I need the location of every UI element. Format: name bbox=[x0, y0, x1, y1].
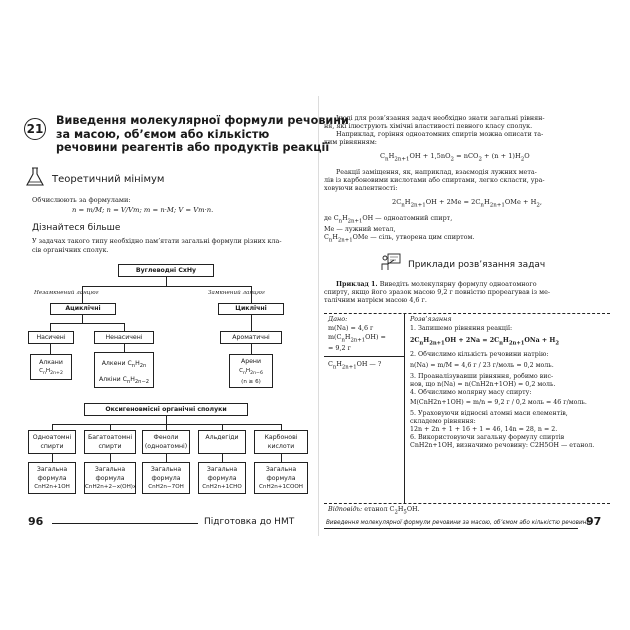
class-formula: CnH2n+1OH bbox=[34, 484, 70, 490]
general-label: формула bbox=[95, 474, 125, 482]
connector bbox=[124, 323, 125, 331]
general-label: Загальна bbox=[94, 466, 126, 473]
class-name: Одноатомні bbox=[32, 434, 72, 441]
saturated-box: Насичені bbox=[28, 331, 74, 344]
paragraph-line: лів із карбоновими кислотами або спиртами, легко скласти, ура- bbox=[324, 176, 545, 185]
footer-right: Виведення молекулярної формули речовини за масою, об’ємом або кількістю речовини bbox=[326, 520, 591, 526]
alkanes-box bbox=[30, 354, 72, 380]
connector bbox=[166, 416, 167, 424]
definition-alcohol: де $C_nH_{2n+1}OH$ — одноатомний спирт, bbox=[324, 214, 453, 225]
formula-text: n = m/M; n = V/Vm; m = n·M; V = Vm·n. bbox=[72, 206, 214, 214]
arenes-condition: (n ≥ 6) bbox=[241, 379, 261, 386]
oxygen-compounds-box: Оксигеновмісні органічні сполуки bbox=[84, 403, 248, 416]
example-line: талічним натрієм масою 4,6 г. bbox=[324, 296, 427, 305]
closed-chain-label: Замкнений ланцюг bbox=[208, 290, 265, 296]
solution-step: 6. Використовуючи загальну формулу спиртів bbox=[410, 434, 565, 442]
connector bbox=[251, 344, 252, 354]
example-line: Приклад 1. Виведіть молекулярну формулу одноатомного bbox=[336, 280, 537, 288]
class-name: кислоти bbox=[267, 442, 295, 450]
connector bbox=[82, 286, 251, 287]
class-name: Карбонові bbox=[264, 434, 298, 441]
paragraph-line: Реакції заміщення, як, наприклад, взаємодія лужних мета- bbox=[336, 168, 537, 176]
title-line: Виведення молекулярної формули речовини bbox=[56, 114, 349, 127]
connector bbox=[110, 454, 111, 462]
aromatic-box: Ароматичні bbox=[220, 331, 282, 344]
lesson-title bbox=[56, 114, 349, 155]
unsaturated-box: Ненасичені bbox=[94, 331, 154, 344]
given-mass-na: m(Na) = 4,6 г bbox=[328, 324, 374, 332]
general-label: формула bbox=[207, 474, 237, 482]
class-formula: CnH2n+1CHO bbox=[202, 484, 242, 490]
solution-reaction: $2C_nH_{2n+1}OH + 2Na = 2C_nH_{2n+1}ONa + H_2$ bbox=[410, 337, 559, 347]
arenes-label: Арени bbox=[240, 358, 262, 365]
alkanes-formula: $C_nH_{2n+2}$ bbox=[39, 368, 63, 377]
general-label: Загальна bbox=[36, 466, 68, 473]
solution-step: 1. Запишемо рівняння реакції: bbox=[410, 325, 513, 332]
given-mass-alcohol-value: = 9,2 г bbox=[328, 344, 351, 353]
given-label: Дано: bbox=[328, 315, 348, 323]
connector bbox=[52, 424, 282, 425]
solution-step: M(CnH2n+1OH) = m/n = 9,2 г / 0,2 моль = 46 г/моль. bbox=[410, 398, 587, 406]
table-top-rule bbox=[324, 313, 610, 315]
general-label: Загальна bbox=[206, 466, 238, 473]
hydrocarbons-box: Вуглеводні CxHy bbox=[118, 264, 214, 277]
intro-line: сів органічних сполук. bbox=[32, 246, 109, 254]
general-formula-box bbox=[142, 462, 190, 494]
answer: Відповідь: етанол $C_2H_5OH$. bbox=[328, 505, 420, 516]
oxygen-class-box bbox=[198, 430, 246, 454]
teacher-icon bbox=[380, 252, 402, 272]
connector bbox=[166, 277, 167, 286]
intro-paragraph bbox=[324, 114, 610, 146]
footer-rule bbox=[52, 523, 198, 524]
oxygen-class-box bbox=[84, 430, 136, 454]
solution-label: Розв’язання bbox=[410, 315, 452, 323]
alkenes-alkynes-box bbox=[94, 352, 154, 388]
intro-text bbox=[32, 237, 282, 255]
paragraph-line: ня, які ілюструють хімічні властивості певного класу сполук. bbox=[324, 122, 533, 131]
cyclic-box: Циклічні bbox=[218, 303, 284, 315]
title-line: речовини реагентів або продуктів реакції bbox=[56, 141, 330, 154]
find-value: $C_nH_{2n+1}OH$ — ? bbox=[328, 360, 382, 371]
solution-step: 3. Проаналізувавши рівняння, робимо вис- bbox=[410, 372, 554, 380]
definition-metal: Me — лужний метал, bbox=[324, 225, 396, 234]
connector bbox=[52, 454, 53, 462]
section-minimum: Теоретичний мінімум bbox=[52, 174, 165, 185]
class-name: спирти bbox=[98, 442, 122, 450]
definition-salt: $C_nH_{2n+1}OMe$ — сіль, утворена цим спиртом. bbox=[324, 233, 475, 244]
given-values bbox=[328, 324, 386, 353]
connector bbox=[50, 344, 51, 354]
substitution-equation: $2C_nH_{2n+1}OH + 2Me = 2C_nH_{2n+1}OMe + H_2$, bbox=[392, 198, 543, 209]
paragraph-line: Наприклад, горіння одноатомних спиртів можна описати та- bbox=[336, 130, 544, 139]
page-number-right: 97 bbox=[586, 515, 602, 528]
arenes-box bbox=[229, 354, 273, 388]
alkenes-label: Алкени $C_nH_{2n}$ bbox=[101, 360, 147, 370]
class-name: Альдегіди bbox=[205, 434, 239, 441]
alkynes-label: Алкіни $C_nH_{2n-2}$ bbox=[98, 376, 150, 386]
solution-step: 12n + 2n + 1 + 16 + 1 = 46, 14n = 28, n = 2. bbox=[410, 426, 558, 434]
section-more: Дізнайтеся більше bbox=[32, 223, 121, 233]
class-name: спирти bbox=[40, 442, 64, 450]
general-label: формула bbox=[37, 474, 67, 482]
paragraph-line: ким рівнянням: bbox=[324, 138, 377, 147]
lesson-number-badge: 21 bbox=[24, 118, 46, 140]
title-line: за масою, об’ємом або кількістю bbox=[56, 127, 270, 141]
general-label: формула bbox=[151, 474, 181, 482]
page-number-left: 96 bbox=[28, 515, 44, 528]
example-statement bbox=[324, 280, 610, 304]
flask-icon bbox=[24, 166, 46, 188]
solution-step: CnH2n+1OH, визначимо речовину: C2H5OH — етанол. bbox=[410, 442, 595, 450]
solution-step: 5. Ураховуючи відносні атомні маси елементів, bbox=[410, 410, 568, 417]
arenes-formula: $C_nH_{2n-6}$ bbox=[239, 367, 263, 376]
table-divider bbox=[404, 313, 405, 503]
connector bbox=[251, 315, 252, 331]
open-chain-label: Незамкнений ланцюг bbox=[34, 290, 99, 296]
general-formula-box bbox=[84, 462, 136, 494]
footer-rule bbox=[324, 528, 578, 529]
class-name: Феноли bbox=[153, 434, 179, 441]
solution-step: 2. Обчислимо кількість речовини натрію: bbox=[410, 351, 549, 359]
connector bbox=[82, 315, 83, 323]
given-mass-alcohol: $m(C_nH_{2n+1}OH)$ = bbox=[328, 332, 386, 343]
intro-line: У задачах такого типу необхідно пам’ятати загальні формули різних кла- bbox=[32, 237, 282, 245]
paragraph-line: Іноді для розв’язання задач необхідно знати загальні рівнян- bbox=[336, 114, 545, 122]
connector bbox=[281, 454, 282, 462]
solution-step: нов, що n(Na) = n(CnH2n+1OH) = 0,2 моль. bbox=[410, 380, 556, 388]
general-formula-box bbox=[254, 462, 308, 494]
solution-step: 4. Обчислимо молярну масу спирту: bbox=[410, 388, 532, 396]
given-rule bbox=[324, 356, 404, 357]
oxygen-class-box bbox=[28, 430, 76, 454]
section-examples: Приклади розв’язання задач bbox=[408, 260, 546, 270]
substitution-paragraph bbox=[324, 168, 610, 192]
solution-step: складемо рівняння: bbox=[410, 418, 476, 426]
class-formula: CnH2n−7OH bbox=[148, 484, 184, 490]
paragraph-line: ховуючи валентності: bbox=[324, 184, 398, 193]
right-page bbox=[324, 100, 610, 535]
oxygen-class-box bbox=[254, 430, 308, 454]
general-label: Загальна bbox=[150, 466, 182, 473]
definitions bbox=[324, 214, 475, 245]
solution-step: n(Na) = m/M = 4,6 г / 23 г/моль = 0,2 моль. bbox=[410, 361, 554, 369]
general-label: Загальна bbox=[265, 466, 297, 473]
recall-text: Обчислюють за формулами: bbox=[32, 196, 131, 204]
general-formula-box bbox=[198, 462, 246, 494]
formulas bbox=[72, 206, 213, 214]
acyclic-box: Ациклічні bbox=[50, 303, 116, 315]
combustion-equation: $C_nH_{2n+1}OH + 1,5nO_2 = nCO_2 + (n + 1)H_2O$ bbox=[380, 152, 530, 163]
class-name: Багатоатомні bbox=[87, 434, 133, 441]
class-formula: CnH2n+1COOH bbox=[259, 484, 303, 490]
alkanes-label: Алкани bbox=[39, 359, 63, 366]
connector bbox=[50, 323, 124, 324]
solution-steps bbox=[410, 325, 594, 450]
footer-left: Підготовка до НМТ bbox=[204, 517, 295, 527]
general-formula-box bbox=[28, 462, 76, 494]
class-name: (одноатомні) bbox=[144, 442, 188, 450]
connector bbox=[222, 454, 223, 462]
oxygen-class-box bbox=[142, 430, 190, 454]
gutter bbox=[318, 96, 319, 536]
general-label: формула bbox=[266, 474, 296, 482]
example-line: спирту, якщо його зразок масою 9,2 г повністю прореагував із ме- bbox=[324, 288, 551, 297]
connector bbox=[166, 454, 167, 462]
connector bbox=[50, 323, 51, 331]
connector bbox=[124, 344, 125, 352]
class-formula: CnH2n+2−x(OH)x bbox=[85, 484, 137, 490]
